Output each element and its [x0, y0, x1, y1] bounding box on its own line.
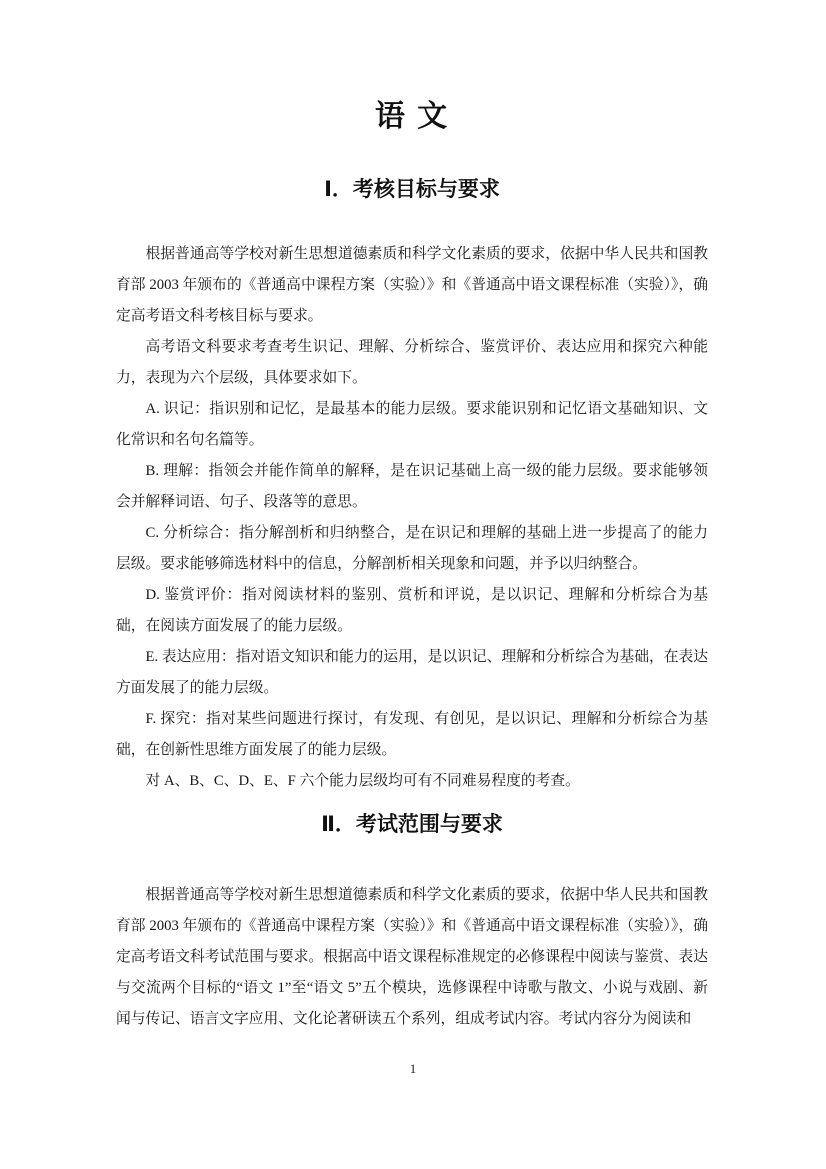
paragraph: 根据普通高等学校对新生思想道德素质和科学文化素质的要求，依据中华人民共和国教育部 2003 年颁布的《普通高中课程方案（实验）》和《普通高中语文课程标准（实验）》，确定高考语文科考核目标与要求。 [116, 246, 708, 324]
section-2-heading: Ⅱ．考试范围与要求 [321, 813, 503, 836]
section-1-heading: Ⅰ．考核目标与要求 [324, 178, 500, 201]
paragraph: 高考语文科要求考查考生识记、理解、分析综合、鉴赏评价、表达应用和探究六种能力，表现为六个层级，具体要求如下。 [116, 339, 708, 386]
paragraph: A. 识记：指识别和记忆，是最基本的能力层级。要求能识别和记忆语文基础知识、文化常识和名句名篇等。 [116, 401, 708, 448]
paragraph: B. 理解：指领会并能作简单的解释，是在识记基础上高一级的能力层级。要求能够领会并解释词语、句子、段落等的意思。 [116, 463, 708, 510]
document-title: 语 文 [374, 100, 450, 133]
paragraph: C. 分析综合：指分解剖析和归纳整合，是在识记和理解的基础上进一步提高了的能力层级。要求能够筛选材料中的信息，分解剖析相关现象和问题，并予以归纳整合。 [116, 525, 708, 572]
paragraph: E. 表达应用：指对语文知识和能力的运用，是以识记、理解和分析综合为基础，在表达方面发展了的能力层级。 [116, 649, 708, 696]
page-number: 1 [409, 1061, 417, 1076]
paragraph: F. 探究：指对某些问题进行探讨，有发现、有创见，是以识记、理解和分析综合为基础，在创新性思维方面发展了的能力层级。 [116, 711, 708, 758]
paragraph: 对 A、B、C、D、E、F 六个能力层级均可有不同难易程度的考查。 [145, 773, 580, 789]
page-content [116, 0, 708, 1035]
paragraph: 根据普通高等学校对新生思想道德素质和科学文化素质的要求，依据中华人民共和国教育部 2003 年颁布的《普通高中课程方案（实验）》和《普通高中语文课程标准（实验）》，确定高考语文科考试范围与要求。根据高中语文课程标准规定的必修课程中阅读与鉴赏、表达与交流两个目标的“语文 1”至“语文 5”五个模块，选修课程中诗歌与散文、小说与戏剧、新闻与传记、语言文字应用、文化论著研读五个系列，组成考试内容。考试内容分为阅读和 [116, 887, 708, 1027]
paragraph: D. 鉴赏评价：指对阅读材料的鉴别、赏析和评说，是以识记、理解和分析综合为基础，在阅读方面发展了的能力层级。 [116, 587, 708, 634]
section-1-body [116, 239, 708, 797]
section-2-body [116, 880, 708, 1035]
